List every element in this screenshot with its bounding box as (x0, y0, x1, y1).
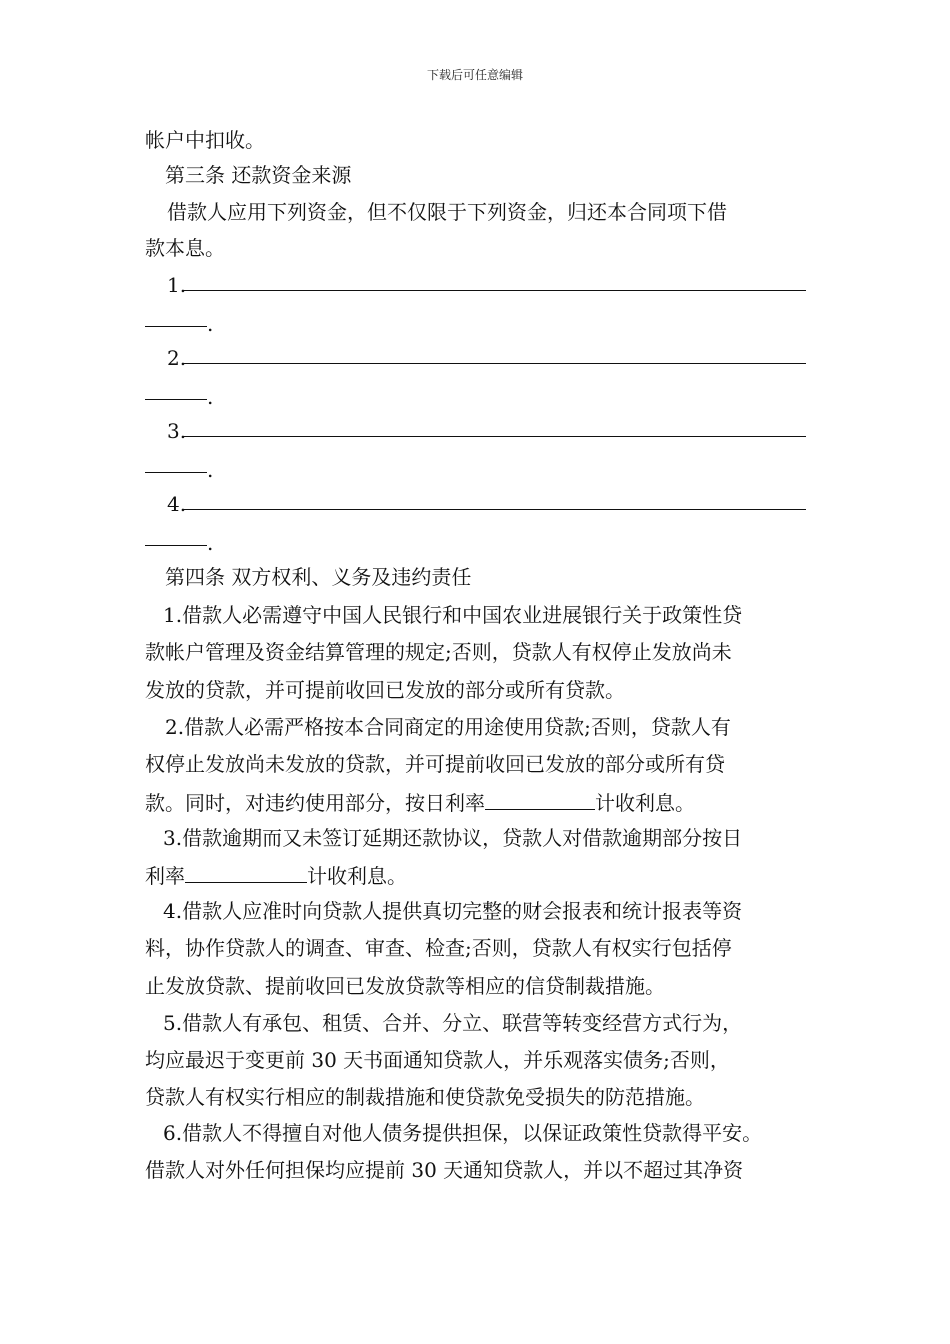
item-number-4: 4. (167, 492, 187, 516)
text-line (145, 862, 407, 888)
page-header: 下载后可任意编辑 (426, 68, 523, 82)
fill-in-line-2-cont (145, 399, 207, 400)
fill-in-line-3 (183, 436, 806, 437)
text-segment: 计收利息。 (307, 864, 407, 888)
text-line: 款本息。 (145, 236, 225, 260)
text-line: 贷款人有权实行相应的制裁措施和使贷款免受损失的防范措施。 (145, 1085, 705, 1109)
text-segment: 计收利息。 (595, 791, 695, 815)
item-period-1: . (207, 312, 214, 336)
text-line: 2.借款人必需严格按本合同商定的用途使用贷款;否则，贷款人有 (165, 715, 731, 739)
text-line: 款帐户管理及资金结算管理的规定;否则，贷款人有权停止发放尚未 (145, 640, 732, 664)
fill-in-line-4-cont (145, 545, 207, 546)
article-4-heading: 第四条 双方权利、义务及违约责任 (165, 565, 472, 589)
text-segment: 利率 (145, 864, 185, 888)
text-line (145, 789, 695, 815)
text-line: 发放的贷款，并可提前收回已发放的部分或所有贷款。 (145, 678, 625, 702)
text-line: 料，协作贷款人的调查、审查、检查;否则，贷款人有权实行包括停 (145, 936, 732, 960)
text-line: 借款人应用下列资金，但不仅限于下列资金，归还本合同项下借 (167, 200, 727, 224)
item-period-4: . (207, 531, 214, 555)
text-line: 1.借款人必需遵守中国人民银行和中国农业进展银行关于政策性贷 (163, 603, 743, 627)
text-line: 止发放贷款、提前收回已发放贷款等相应的信贷制裁措施。 (145, 974, 665, 998)
fill-in-line-2 (183, 363, 806, 364)
fill-in-line-4 (183, 509, 806, 510)
item-number-2: 2. (167, 346, 187, 370)
item-period-2: . (207, 385, 214, 409)
fill-in-line-1-cont (145, 326, 207, 327)
fill-in-line-3-cont (145, 472, 207, 473)
item-number-1: 1. (167, 273, 187, 297)
text-line: 均应最迟于变更前 30 天书面通知贷款人，并乐观落实债务;否则， (145, 1048, 730, 1072)
text-line: 6.借款人不得擅自对他人债务提供担保，以保证政策性贷款得平安。 (163, 1121, 763, 1145)
item-period-3: . (207, 458, 214, 482)
text-line: 5.借款人有承包、租赁、合并、分立、联营等转变经营方式行为， (163, 1011, 743, 1035)
text-line: 3.借款逾期而又未签订延期还款协议，贷款人对借款逾期部分按日 (163, 826, 743, 850)
text-line: 权停止发放尚未发放的贷款，并可提前收回已发放的部分或所有贷 (145, 752, 725, 776)
article-3-heading: 第三条 还款资金来源 (165, 163, 352, 187)
text-line: 4.借款人应准时向贷款人提供真切完整的财会报表和统计报表等资 (163, 899, 743, 923)
text-segment: 款。同时，对违约使用部分，按日利率 (145, 791, 485, 815)
overdue-rate-blank (185, 862, 307, 883)
fill-in-line-1 (183, 290, 806, 291)
daily-rate-blank (485, 789, 595, 810)
text-line: 借款人对外任何担保均应提前 30 天通知贷款人，并以不超过其净资 (145, 1158, 744, 1182)
item-number-3: 3. (167, 419, 187, 443)
text-line: 帐户中扣收。 (145, 128, 265, 152)
